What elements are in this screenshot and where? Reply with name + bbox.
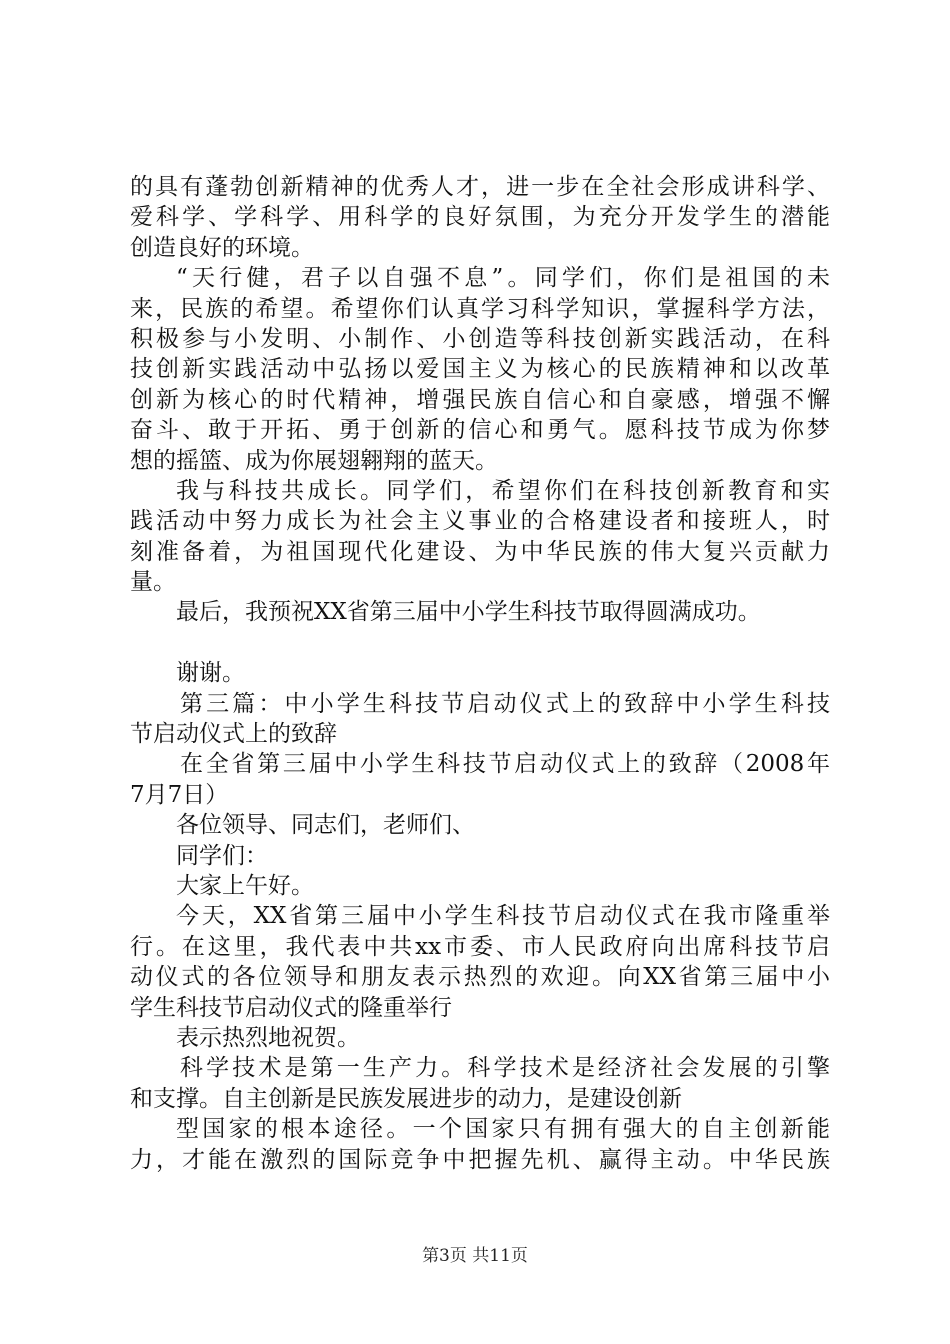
text-line: 创造良好的环境。: [130, 234, 314, 261]
text-line: 刻准备着，为祖国现代化建设、为中华民族的伟大复兴贡献力: [130, 538, 830, 565]
text-line: 积极参与小发明、小制作、小创造等科技创新实践活动，在科: [130, 325, 830, 352]
text-line: 爱科学、学科学、用科学的良好氛围，为充分开发学生的潜能: [130, 204, 830, 231]
document-body: [130, 172, 830, 1175]
text-line: 行。在这里，我代表中共xx市委、市人民政府向出席科技节启: [130, 933, 830, 960]
text-line: 最后，我预祝XX省第三届中小学生科技节取得圆满成功。: [176, 599, 761, 626]
text-line: 想的摇篮、成为你展翅翱翔的蓝天。: [130, 447, 498, 474]
text-line: 科学技术是第一生产力。科学技术是经济社会发展的引擎: [180, 1055, 830, 1082]
text-line: 和支撑。自主创新是民族发展进步的动力，是建设创新: [130, 1085, 682, 1112]
text-line: 我与科技共成长。同学们，希望你们在科技创新教育和实: [176, 477, 830, 504]
section-heading: 第三篇：中小学生科技节启动仪式上的致辞中小学生科技: [180, 690, 830, 717]
text-line: 来，民族的希望。希望你们认真学习科学知识，掌握科学方法，: [130, 295, 830, 322]
text-line: 创新为核心的时代精神，增强民族自信心和自豪感，增强不懈: [130, 386, 830, 413]
text-line: 技创新实践活动中弘扬以爱国主义为核心的民族精神和以改革: [130, 356, 830, 383]
text-line: 各位领导、同志们，老师们、: [176, 812, 475, 839]
text-line: 表示热烈地祝贺。: [176, 1024, 360, 1051]
text-line: 奋斗、敢于开拓、勇于创新的信心和勇气。愿科技节成为你梦: [130, 417, 830, 444]
text-line: 量。: [130, 569, 176, 596]
text-line: 学生科技节启动仪式的隆重举行: [130, 994, 452, 1021]
text-line: 7月7日）: [130, 781, 229, 808]
blank-line: [130, 628, 830, 658]
text-line: 的具有蓬勃创新精神的优秀人才，进一步在全社会形成讲科学、: [130, 174, 830, 200]
text-line: 践活动中努力成长为社会主义事业的合格建设者和接班人，时: [130, 508, 830, 535]
text-line: 大家上午好。: [176, 872, 314, 899]
text-line: 同学们：: [176, 842, 268, 869]
text-line: 谢谢。: [176, 660, 245, 687]
page-number: 第3页 共11页: [422, 1246, 528, 1266]
text-line: 力，才能在激烈的国际竞争中把握先机、赢得主动。中华民族: [130, 1146, 830, 1173]
text-line: 今天，XX省第三届中小学生科技节启动仪式在我市隆重举: [176, 903, 830, 930]
text-line: 在全省第三届中小学生科技节启动仪式上的致辞（2008年: [180, 751, 830, 778]
text-line: 动仪式的各位领导和朋友表示热烈的欢迎。向XX省第三届中小: [130, 964, 830, 991]
text-line: 型国家的根本途径。一个国家只有拥有强大的自主创新能: [176, 1116, 830, 1143]
section-heading: 节启动仪式上的致辞: [130, 721, 337, 748]
text-line: “天行健，君子以自强不息”。同学们，你们是祖国的未: [176, 265, 830, 292]
